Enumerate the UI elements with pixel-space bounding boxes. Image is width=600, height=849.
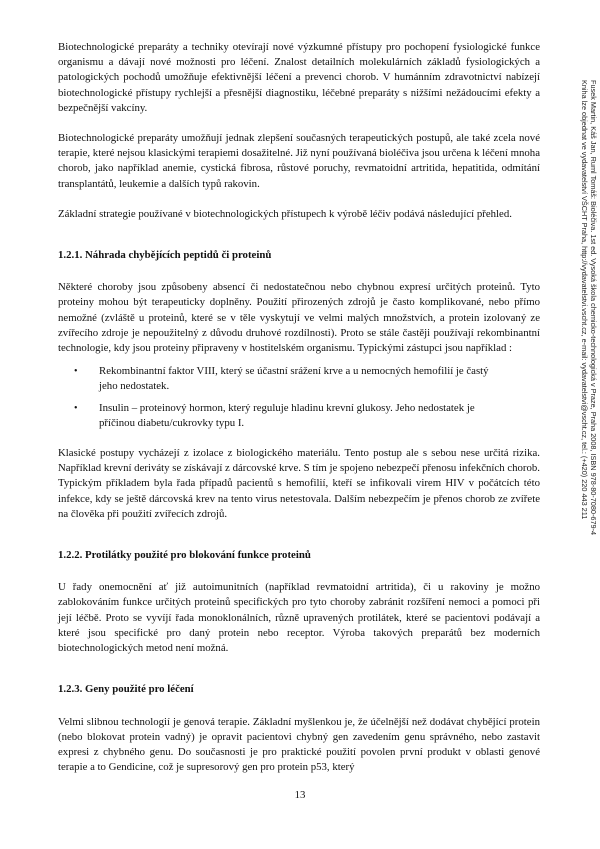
section-heading-1-2-2: 1.2.2. Protilátky použité pro blokování funkce proteinů xyxy=(58,549,311,562)
protein-examples-list xyxy=(58,364,540,431)
intro-paragraph-2: Biotechnologické preparáty umožňují jednak zlepšení současných terapeutických postupů, ale také zcela nové terapie, které nejsou klasickými terapiemi dosažitelné. Již nyní používaná bioléčiva jsou určena k léčení mnoha chorob, jako například anemie, cystická fibrosa, růstové poruchy, revmatoidní artritida, hepatitida, odmítání transplantátů, leukemie a dalších typů rakovin. xyxy=(58,132,540,190)
bullet-icon: • xyxy=(74,366,78,378)
list-item xyxy=(58,364,540,394)
list-item xyxy=(58,401,540,431)
page-number: 13 xyxy=(294,789,306,801)
section-heading-1-2-1: 1.2.1. Náhrada chybějících peptidů či proteinů xyxy=(58,249,272,262)
intro-paragraph-1: Biotechnologické preparáty a techniky otevírají nové výzkumné přístupy pro pochopení fysiologické funkce organismu a dávají nové možnosti pro léčení. Znalost detailních molekulárních základů fysiologických a patologických pochodů umožňuje efektivnější léčení a prevenci chorob. V humánním zdravotnictví nabízejí biotechnologické přístupy rychlejší a přesnější diagnostiku, léčebné preparáty s nižšími nežádoucími efekty a bezpečnější vakcíny. xyxy=(58,41,540,114)
bullet-icon: • xyxy=(74,402,78,414)
section-1-2-1-paragraph-1: Některé choroby jsou způsobeny absencí či nedostatečnou nebo chybnou expresí určitých proteinů. Tyto proteiny mohou být terapeuticky doplněny. Použití přirozených zdrojů je často komplikované, nebo přímo nemožné (zvláště u proteinů, které se v těle vyskytují ve velmi malých množstvích, a protein izolovaný ze zvířecího zdroje je nepoužitelný z důvodu druhové rozdílnosti). Proto se stále častěji používají rekombinantní technologie, kdy jsou proteiny připraveny v hostitelském organismu. Typickými zástupci jsou například : xyxy=(58,281,540,355)
page-content xyxy=(58,40,540,775)
section-heading-1-2-3: 1.2.3. Geny použité pro léčení xyxy=(58,683,194,696)
section-1-2-2-paragraph-1: U řady onemocnění ať již autoimunitních (například revmatoidní artritida), či u rakoviny je možno zablokováním funkce určitých proteinů specifických pro tyto choroby zabránit rozšíření nemoci a pomoci při její léčbě. Proto se vyvíjí řada monoklonálních, různě upravených protilátek, které se pacientovi podávají a které jsou specifické pro daný protein nebo receptor. Výroba takových preparátů bez moderních biotechnologických metod není možná. xyxy=(58,581,540,655)
list-item-text: Insulin – proteinový hormon, který reguluje hladinu krevní glukosy. Jeho nedostatek je příčinou diabetu/cukrovky typu I. xyxy=(99,401,475,429)
section-1-2-3-paragraph-1: Velmi slibnou technologií je genová terapie. Základní myšlenkou je, že účelnější než dodávat chybějící protein (nebo blokovat protein vadný) je opravit pacientovi chybný gen zavedením genu správného, nebo zastavit expresi z chybného genu. Do současnosti je pro praktické použití povolen první produkt v oblasti genové terapie a to Gendicine, což je supresorový gen pro protein p53, který xyxy=(58,715,540,774)
citation-side-note xyxy=(576,80,598,800)
intro-paragraph-3: Základní strategie používané v biotechnologických přístupech k výrobě léčiv podává následující přehled. xyxy=(58,207,512,220)
list-item-text: Rekombinantní faktor VIII, který se účastní srážení krve a u nemocných hemofilií je častý jeho nedostatek. xyxy=(99,365,489,393)
citation-line-1: Fusek Martin, Káš Jan, Ruml Tomáš: Bioléčiva. 1st ed. Vysoká škola chemicko-technologická v Praze, Praha 2008, ISBN 978-80-7080-679-4 xyxy=(589,80,598,536)
section-1-2-1-paragraph-2: Klasické postupy vycházejí z izolace z biologického materiálu. Tento postup ale s sebou nese určitá rizika. Například krevní deriváty se získávají z dárcovské krve. S tím je spojeno nebezpečí přenosu infekčních chorob. Typickým příkladem byla řada případů pacientů s hemofilií, kteří se infikovali virem HIV v počátcích této infekce, kdy se ještě dárcovská krev na tento virus netestovala. Dalším nebezpečím je přenos chorob ze zvířete na člověka při použití zvířecích zdrojů. xyxy=(58,447,540,520)
citation-line-2: Kniha lze objednat ve vydavatelství VŠCHT Praha, http://vydavatelstvi.vscht.cz, e-mail: vydavatelstvi@vscht.cz, tel.: (+420) 220 443 211 xyxy=(580,80,589,520)
